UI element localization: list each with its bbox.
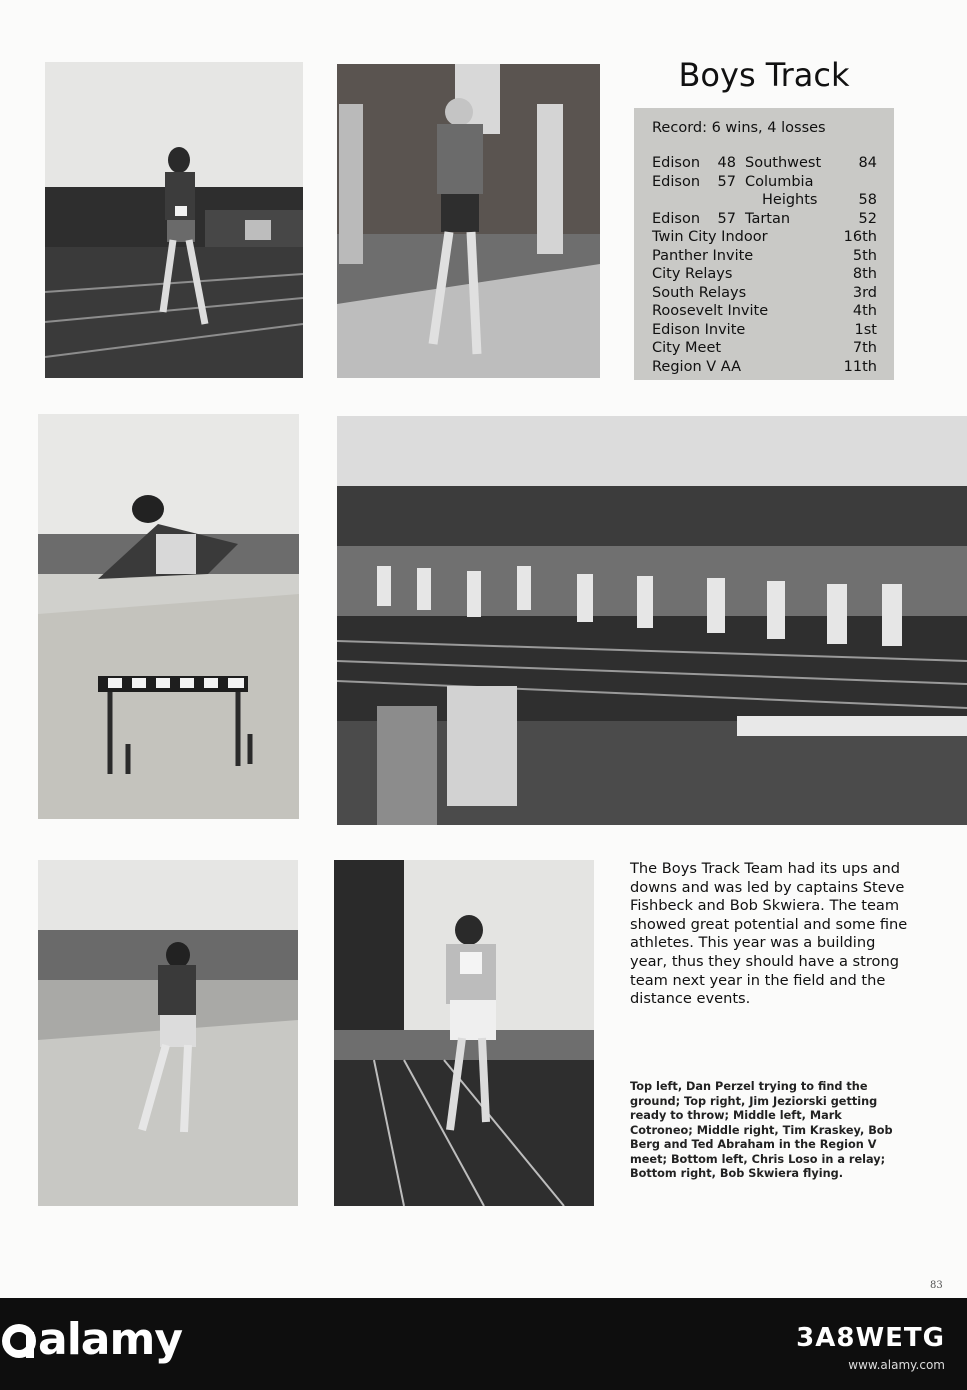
photo-middle-left [38,414,299,819]
photo-bottom-right [334,860,594,1206]
page-title: Boys Track [678,56,850,94]
alamy-a-icon [0,1322,38,1360]
invitational-row: Twin City Indoor 16th [652,229,877,245]
dual-meet-row: Edison 48 Southwest 84 [652,155,877,171]
dual-meet-row: Heights 58 [762,192,877,208]
logo-text: alamy [38,1314,182,1365]
invitational-row: Panther Invite 5th [652,247,877,264]
season-record: Record: 6 wins, 4 losses [652,120,826,136]
invitational-row: City Relays 8th [652,266,877,282]
invitational-list [652,228,877,376]
image-id: 3A8WETG [796,1323,945,1353]
invitational-row: Roosevelt Invite 4th [652,303,877,319]
photo-top-left [45,62,303,378]
source-url: www.alamy.com [848,1358,945,1372]
page-number: 83 [930,1280,943,1291]
dual-meet-row: Edison 57 Tartan 52 [652,210,877,227]
invitational-row: City Meet 7th [652,340,877,356]
photo-bottom-left [38,860,298,1206]
story-paragraph: The Boys Track Team had its ups and downs and was led by captains Steve Fishbeck and Bob Skwiera. The team showed great potential and some fine athletes. This year was a building year, thus they should have a strong team next year in the field and the distance events. [630,860,908,1008]
photo-middle-right [337,416,967,825]
dual-meet-list [652,154,877,228]
record-box [634,108,894,380]
alamy-logo [0,1314,182,1365]
photo-caption: Top left, Dan Perzel trying to find the ground; Top right, Jim Jeziorski getting ready to throw; Middle left, Mark Cotroneo; Middle right, Tim Kraskey, Bob Berg and Ted Abraham in the Region V meet; Bottom left, Chris Loso in a relay; Bottom right, Bob Skwiera flying. [630,1080,893,1180]
photo-top-right [337,64,600,378]
invitational-row: Edison Invite 1st [652,321,877,338]
dual-meet-row: Edison 57 Columbia [652,173,814,190]
invitational-row: South Relays 3rd [652,284,877,301]
invitational-row: Region V AA 11th [652,358,877,375]
